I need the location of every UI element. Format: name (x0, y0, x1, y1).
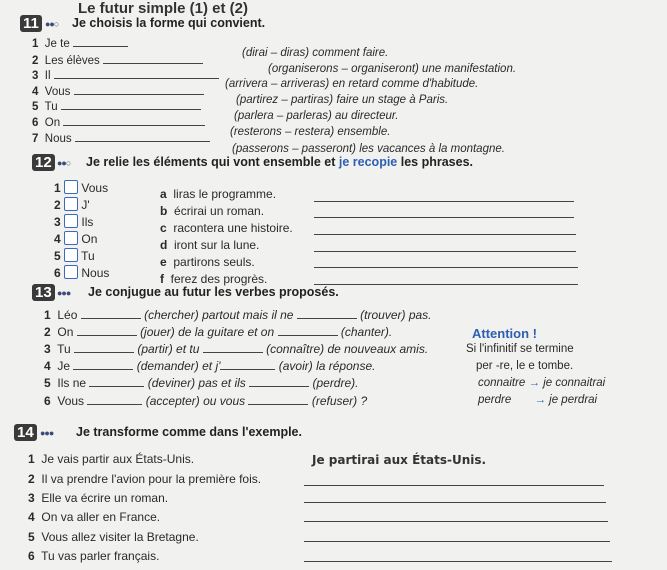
answer-blank[interactable] (278, 334, 338, 336)
exercise-instruction: Je choisis la forme qui convient. (72, 16, 266, 30)
answer-blank[interactable] (73, 45, 128, 47)
answer-blank[interactable] (73, 368, 133, 370)
exercise-number: 14 (14, 424, 37, 441)
exercise-item: 4 On va aller en France. (28, 510, 161, 524)
copy-line[interactable] (314, 266, 578, 268)
answer-blank[interactable] (248, 403, 308, 405)
exercise-instruction: Je transforme comme dans l'exemple. (76, 425, 302, 439)
exercise-item: 6 On (32, 117, 205, 129)
answer-blank[interactable] (103, 62, 203, 64)
match-right-item: f ferez des progrès. (160, 272, 268, 286)
answer-line[interactable] (304, 560, 612, 562)
exercise-item: 2 On (jouer) de la guitare et on (chanter). (44, 325, 393, 339)
arrow-right-icon: → (534, 394, 546, 406)
exercise-item: 5 Vous allez visiter la Bretagne. (28, 530, 199, 544)
answer-blank[interactable] (87, 403, 142, 405)
exercise-item: 3 Tu (partir) et tu (connaître) de nouveaux amis. (44, 342, 429, 356)
difficulty-dots: ●●○ (45, 19, 59, 29)
answer-blank[interactable] (54, 77, 219, 79)
match-left-item: 4 On (54, 232, 98, 246)
exercise-item: 1 Léo (chercher) partout mais il ne (trouver) pas. (44, 308, 432, 322)
page-title: Le futur simple (1) et (2) (78, 0, 249, 17)
exercise-item: 2 Il va prendre l'avion pour la première fois. (28, 472, 262, 486)
exercise-item: 5 Ils ne (deviner) pas et ils (perdre). (44, 376, 359, 390)
match-checkbox[interactable] (64, 197, 78, 211)
answer-line[interactable] (304, 484, 604, 486)
match-checkbox[interactable] (64, 265, 78, 279)
answer-blank[interactable] (77, 334, 137, 336)
match-left-item: 6 Nous (54, 266, 110, 280)
answer-blank[interactable] (89, 385, 144, 387)
match-right-item: b écrirai un roman. (160, 204, 265, 218)
exercise-item: 3 Elle va écrire un roman. (28, 491, 169, 505)
exercise-item: 2 Les élèves (32, 55, 203, 67)
match-checkbox[interactable] (64, 214, 78, 228)
answer-line[interactable] (304, 520, 608, 522)
difficulty-dots: ●●● (57, 288, 71, 298)
answer-line[interactable] (304, 501, 606, 503)
difficulty-dots: ●●○ (57, 158, 71, 168)
answer-blank[interactable] (297, 317, 357, 319)
exercise-item: 1 Je te (32, 38, 128, 50)
exercise-item: 6 Tu vas parler français. (28, 549, 160, 563)
match-right-item: d iront sur la lune. (160, 238, 260, 252)
exercise-item: 5 Tu (32, 101, 201, 113)
exercise-item: 4 Vous (32, 86, 204, 98)
exercise-instruction: Je conjugue au futur les verbes proposés. (88, 285, 339, 299)
difficulty-dots: ●●● (40, 428, 54, 438)
answer-blank[interactable] (81, 317, 141, 319)
exercise-item: 6 Vous (accepter) ou vous (refuser) ? (44, 394, 368, 408)
attention-example: perdre → je perdrai (478, 394, 598, 406)
exercise-number: 12 (32, 154, 55, 171)
exercise-instruction: Je relie les éléments qui vont ensemble et je recopie les phrases. (86, 155, 474, 169)
answer-blank[interactable] (74, 93, 204, 95)
example-answer: Je partirai aux États-Unis. (312, 453, 487, 467)
answer-blank[interactable] (61, 108, 201, 110)
copy-line[interactable] (314, 283, 578, 285)
answer-blank[interactable] (220, 368, 275, 370)
exercise-item: 7 Nous (32, 133, 210, 145)
attention-example: connaitre → je connaitrai (478, 377, 606, 389)
attention-line: Si l'infinitif se termine (466, 343, 574, 355)
copy-line[interactable] (314, 233, 576, 235)
answer-blank[interactable] (75, 140, 210, 142)
match-left-item: 1 Vous (54, 181, 109, 195)
copy-line[interactable] (314, 250, 576, 252)
exercise-item: 4 Je (demander) et j' (avoir) la réponse. (44, 359, 376, 373)
exercise-number: 13 (32, 284, 55, 301)
match-right-item: e partirons seuls. (160, 255, 255, 269)
exercise-number: 11 (20, 15, 42, 32)
match-left-item: 5 Tu (54, 249, 95, 263)
copy-line[interactable] (314, 216, 574, 218)
exercise-item: 3 Il (32, 70, 219, 82)
match-checkbox[interactable] (64, 248, 78, 262)
match-left-item: 2 J' (54, 198, 90, 212)
copy-line[interactable] (314, 200, 574, 202)
match-right-item: c racontera une histoire. (160, 221, 293, 235)
answer-blank[interactable] (74, 351, 134, 353)
answer-blank[interactable] (63, 124, 205, 126)
match-right-item: a liras le programme. (160, 187, 277, 201)
attention-title: Attention ! (472, 326, 537, 341)
match-left-item: 3 Ils (54, 215, 94, 229)
answer-blank[interactable] (203, 351, 263, 353)
answer-line[interactable] (304, 540, 610, 542)
answer-blank[interactable] (249, 385, 309, 387)
match-checkbox[interactable] (64, 180, 78, 194)
match-checkbox[interactable] (64, 231, 78, 245)
arrow-right-icon: → (528, 377, 541, 389)
attention-line: per -re, le e tombe. (476, 360, 574, 372)
exercise-item: 1 Je vais partir aux États-Unis. (28, 452, 195, 466)
